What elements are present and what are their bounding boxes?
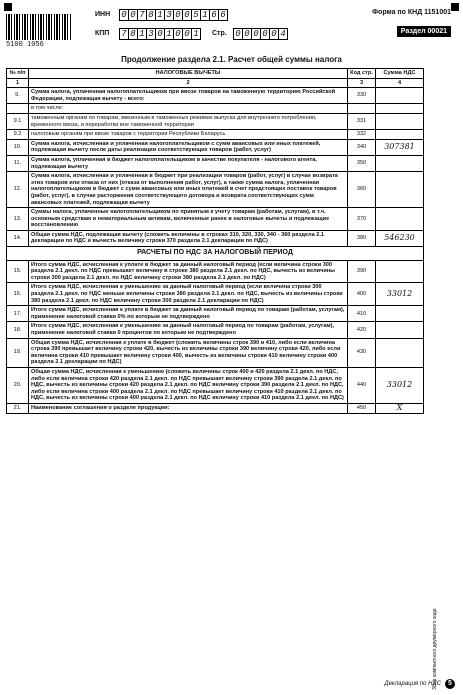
col-number: 2	[29, 78, 348, 88]
row-text: Итого сумма НДС, исчисленная к уплате в бюджет за данный налоговый период (если величина строки 300 раздела 2.1 декл. по НДС превышает величину в строке 380 раздела 2.1 декл. по НДС, вычесть из величины строки 300 раздела 2.1 декл. по НДС величину строки 380 раздела 2.1 декл. по НДС)	[29, 260, 348, 283]
digit-cell[interactable]: 7	[119, 28, 129, 40]
page-badge: 5	[445, 679, 455, 689]
row-number	[7, 104, 29, 114]
digit-cell[interactable]: 1	[155, 9, 165, 21]
row-text: таможенным органам по товарам, ввезенным в таможенных режимах выпуска для внутреннего потребления, временного ввоза, и переработки вне таможенной территории	[29, 113, 348, 129]
row-sum[interactable]	[376, 322, 424, 338]
barcode-number: 5100 1056	[6, 41, 44, 49]
row-sum[interactable]: 546230	[376, 230, 424, 246]
tax-table	[6, 68, 424, 414]
col-header-deductions: НАЛОГОВЫЕ ВЫЧЕТЫ	[29, 69, 348, 79]
row-sum[interactable]: 33012	[376, 283, 424, 306]
digit-cell[interactable]: 1	[191, 28, 201, 40]
digit-cell[interactable]: 0	[173, 9, 183, 21]
table-row	[7, 260, 424, 283]
col-header-sum: Сумма НДС	[376, 69, 424, 79]
corner-marker-top-right	[451, 3, 459, 11]
row-text: Общая сумма НДС, исчисленная к уменьшению (сложить величины строк 400 и 420 раздела 2.1 декл. по НДС, либо если величина строки 420 раздела 2.1 декл. по НДС превышает величину строки 390 раздела 2.1 декл. по НДС, вычесть из величины строки 420 раздела 2.1 декл. по НДС величину строки 390 раздела 2.1 декл. по НДС, либо если величина строки 400 раздела 2.1 декл. по НДС превышает величину строки 410 раздела 2.1 декл. по НДС, вычесть из величины строки 400 раздела 2.1 декл. по НДС величину строки 410 раздела 2.1 декл. по НДС)	[29, 367, 348, 403]
row-code: 350	[348, 155, 376, 171]
table-row	[7, 403, 424, 413]
inn-field	[120, 9, 228, 21]
row-code: 390	[348, 260, 376, 283]
row-sum[interactable]: X	[376, 403, 424, 413]
row-text: Суммы налога, уплаченные налогоплательщиком по принятым к учету товарам (работам, услугам), в т.ч. основным средствам и нематериальным активам, включенные ранее в налоговые вычеты и подлежащие восстановлению	[29, 208, 348, 231]
row-code: 331	[348, 113, 376, 129]
table-row	[7, 130, 424, 140]
row-code: 410	[348, 306, 376, 322]
row-sum[interactable]: 307381	[376, 139, 424, 155]
row-code: 340	[348, 139, 376, 155]
page-title: Продолжение раздела 2.1. Расчет общей суммы налога	[121, 55, 342, 64]
table-row	[7, 208, 424, 231]
digit-cell[interactable]: 1	[137, 28, 147, 40]
digit-cell[interactable]: 0	[182, 9, 192, 21]
col-number: 3	[348, 78, 376, 88]
digit-cell[interactable]: 0	[182, 28, 192, 40]
inn-label: ИНН	[95, 11, 111, 18]
row-text: Общая сумма НДС, исчисленная к уплате в бюджет (сложить величины строк 390 и 410, либо если величина строка 390 превышает величину строки 420, вычесть из величины строки 390 величину строки 420, либо если величина строки 410 превышает величину строки 400, вычесть из величины строки 410 величину строки 400 раздела 2.1 декларации по НДС)	[29, 338, 348, 367]
row-text: налоговым органам при ввозе товаров с территории Республики Беларусь	[29, 130, 348, 140]
kpp-label: КПП	[95, 30, 110, 37]
digit-cell[interactable]: 0	[128, 9, 138, 21]
digit-cell[interactable]: 4	[278, 28, 288, 40]
row-number: 15.	[7, 260, 29, 283]
digit-cell[interactable]: 8	[128, 28, 138, 40]
table-row	[7, 113, 424, 129]
table-row	[7, 306, 424, 322]
row-text: в том числе:	[29, 104, 348, 114]
digit-cell[interactable]: 6	[209, 9, 219, 21]
digit-cell[interactable]: 0	[233, 28, 243, 40]
row-sum[interactable]	[376, 306, 424, 322]
table-row	[7, 155, 424, 171]
digit-cell[interactable]: 0	[173, 28, 183, 40]
row-code	[348, 104, 376, 114]
digit-cell[interactable]: 0	[119, 9, 129, 21]
digit-cell[interactable]: 0	[155, 28, 165, 40]
digit-cell[interactable]: 1	[200, 9, 210, 21]
footer-label: Декларация по НДС	[384, 681, 441, 687]
digit-cell[interactable]: 8	[146, 9, 156, 21]
row-number: 14.	[7, 230, 29, 246]
calculation-rows	[7, 260, 424, 413]
table-row	[7, 338, 424, 367]
row-sum[interactable]	[376, 88, 424, 104]
digit-cell[interactable]: 1	[164, 28, 174, 40]
row-sum[interactable]	[376, 113, 424, 129]
table-row	[7, 139, 424, 155]
page-label: Стр.	[212, 30, 227, 37]
table-row	[7, 104, 424, 114]
row-code: 330	[348, 88, 376, 104]
row-sum[interactable]	[376, 172, 424, 208]
col-header-num: № п/п	[7, 69, 29, 79]
row-sum[interactable]	[376, 260, 424, 283]
row-text: Итого сумма НДС, исчисленная к уменьшению за данный налоговый период по товарам (работам, услугам), применение налоговой ставки 0 процентов по которым не подтверждено	[29, 322, 348, 338]
row-text: Сумма налога, уплаченная в бюджет налогоплательщиком в качестве покупателя - налогового агента, подлежащая вычету	[29, 155, 348, 171]
row-number: 9.	[7, 88, 29, 104]
row-number: 16.	[7, 283, 29, 306]
row-text: Общая сумма НДС, подлежащая вычету (сложить величины в строках 310, 320, 330, 340 - 360 раздела 2.1 декларации по НДС и вычесть величину строки 370 раздела 2.1 декларации по НДС)	[29, 230, 348, 246]
form-code: Форма по КНД 1151001	[372, 9, 451, 16]
deductions-rows	[7, 88, 424, 247]
row-code: 400	[348, 283, 376, 306]
col-number: 4	[376, 78, 424, 88]
row-code: 360	[348, 172, 376, 208]
row-number: 19.	[7, 338, 29, 367]
table-row	[7, 322, 424, 338]
row-number: 9.2	[7, 130, 29, 140]
row-text: Итого сумма НДС, исчисленная к уменьшению за данный налоговый период (если величина строки 300 раздела 2.1 декл. по НДС меньше величины строки 380 раздела 2.1 декл. по НДС, вычесть из величины строки 380 раздела 2.1 декл. по НДС величину строки 300 раздела 2.1 декларации по НДС)	[29, 283, 348, 306]
row-number: 9.1	[7, 113, 29, 129]
row-code: 420	[348, 322, 376, 338]
digit-cell[interactable]: 6	[218, 9, 228, 21]
corner-marker-top-left	[4, 3, 12, 11]
row-sum[interactable]: 33012	[376, 367, 424, 403]
row-number: 20.	[7, 367, 29, 403]
page-number-field	[234, 28, 288, 40]
row-sum[interactable]	[376, 130, 424, 140]
table-row	[7, 367, 424, 403]
row-number: 18.	[7, 322, 29, 338]
section-badge: Раздел 00021	[397, 26, 451, 37]
digit-cell[interactable]: 5	[191, 9, 201, 21]
col-header-code: Код стр.	[348, 69, 376, 79]
row-code: 450	[348, 403, 376, 413]
row-number: 10.	[7, 139, 29, 155]
row-text: Итого сумма НДС, исчисленная к уплате в бюджет за данный налоговый период по товарам (работам, услугам), применение налоговой ставки 0% по которым не подтверждено	[29, 306, 348, 322]
table-row	[7, 88, 424, 104]
row-sum[interactable]	[376, 208, 424, 231]
digit-cell[interactable]: 7	[137, 9, 147, 21]
row-number: 21.	[7, 403, 29, 413]
table-row	[7, 230, 424, 246]
kpp-field	[120, 28, 201, 40]
row-code: 430	[348, 338, 376, 367]
digit-cell[interactable]: 0	[269, 28, 279, 40]
table-row	[7, 172, 424, 208]
digit-cell[interactable]: 3	[146, 28, 156, 40]
row-text: Сумма налога, уплаченная налогоплательщиком при ввозе товаров на таможенную территорию Российской Федерации, подлежащая вычету - всего:	[29, 88, 348, 104]
row-text: Сумма налога, исчисленная и уплаченная в бюджет при реализации товаров (работ, услуг) в случае возврата этих товаров или отказа от них (отказа от выполнения работ, услуг), а также сумма налога, уплаченная налогоплательщиком в бюджет с сумм авансовых или иных платежей в счет предстоящих поставок товаров (работ, услуг), в случае расторжения соответствующего договора и возврата соответствующих сумм авансовых платежей, подлежащая вычету	[29, 172, 348, 208]
row-number: 13.	[7, 208, 29, 231]
side-note: Зона компактного двумерного кода	[432, 608, 438, 690]
row-number: 17.	[7, 306, 29, 322]
table-row	[7, 283, 424, 306]
row-number: 11.	[7, 155, 29, 171]
row-text: Сумма налога, исчисленная и уплаченная налогоплательщиком с сумм авансовых или иных платежей, подлежащая вычету после даты реализации соответствующих товаров (работ, услуг)	[29, 139, 348, 155]
row-sum[interactable]	[376, 338, 424, 367]
digit-cell[interactable]: 0	[260, 28, 270, 40]
row-code: 380	[348, 230, 376, 246]
row-code: 332	[348, 130, 376, 140]
row-sum[interactable]	[376, 104, 424, 114]
row-sum[interactable]	[376, 155, 424, 171]
digit-cell[interactable]: 0	[242, 28, 252, 40]
digit-cell[interactable]: 0	[251, 28, 261, 40]
barcode	[6, 14, 72, 40]
row-text: Наименование соглашения о разделе продукции:	[29, 403, 348, 413]
col-number: 1	[7, 78, 29, 88]
row-code: 370	[348, 208, 376, 231]
row-code: 440	[348, 367, 376, 403]
section-title: РАСЧЕТЫ ПО НДС ЗА НАЛОГОВЫЙ ПЕРИОД	[7, 247, 424, 261]
row-number: 12.	[7, 172, 29, 208]
digit-cell[interactable]: 3	[164, 9, 174, 21]
